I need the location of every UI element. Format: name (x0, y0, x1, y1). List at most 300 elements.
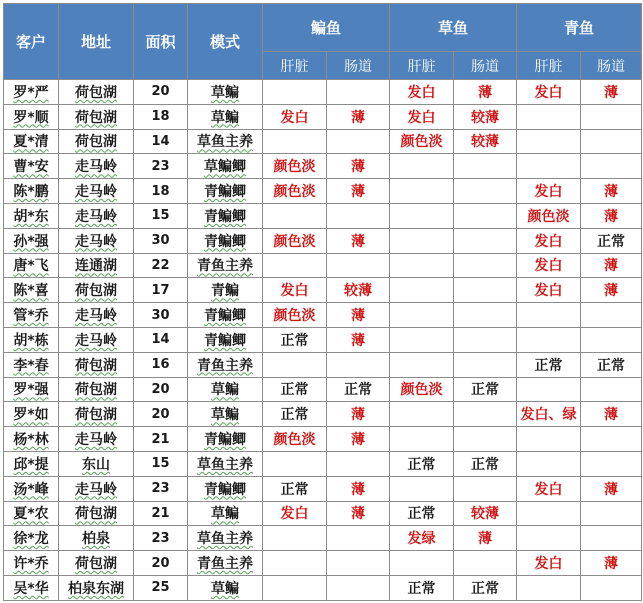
cell-area: 30 (134, 228, 188, 253)
cell-bream-intestine: 薄 (327, 104, 390, 129)
cell-black-intestine: 薄 (581, 402, 642, 427)
cell-grass-intestine: 薄 (454, 526, 517, 551)
cell-grass-intestine (454, 303, 517, 328)
cell-mode-text: 青鳊鲫 (204, 208, 246, 225)
cell-bream-liver: 颜色淡 (263, 154, 327, 179)
cell-grass-intestine (454, 352, 517, 377)
cell-bream-intestine: 正常 (327, 377, 390, 402)
table-row (4, 203, 642, 228)
cell-mode (188, 526, 263, 551)
cell-bream-liver (263, 526, 327, 551)
cell-grass-intestine: 较薄 (454, 129, 517, 154)
cell-black-intestine: 薄 (581, 278, 642, 303)
cell-mode (188, 253, 263, 278)
cell-bream-liver: 正常 (263, 476, 327, 501)
cell-black-liver: 发白 (517, 253, 581, 278)
cell-mode-text: 草鱼主养 (197, 134, 253, 151)
cell-area: 20 (134, 80, 188, 105)
cell-grass-liver: 发白 (390, 80, 454, 105)
cell-bream-liver (263, 129, 327, 154)
cell-customer (4, 377, 59, 402)
table-row (4, 253, 642, 278)
cell-black-liver (517, 501, 581, 526)
cell-area: 17 (134, 278, 188, 303)
cell-customer-text: 唐*飞 (13, 258, 49, 275)
cell-customer (4, 179, 59, 204)
cell-grass-intestine (454, 154, 517, 179)
cell-black-liver: 发白 (517, 476, 581, 501)
cell-grass-liver: 正常 (390, 451, 454, 476)
cell-address (59, 80, 134, 105)
cell-bream-liver (263, 575, 327, 600)
cell-mode-text: 草鱼主养 (197, 456, 253, 473)
cell-grass-intestine (454, 476, 517, 501)
cell-address (59, 451, 134, 476)
cell-black-intestine (581, 154, 642, 179)
cell-address (59, 501, 134, 526)
cell-bream-intestine (327, 129, 390, 154)
cell-grass-intestine: 薄 (454, 80, 517, 105)
cell-grass-liver: 正常 (390, 575, 454, 600)
cell-bream-liver (263, 203, 327, 228)
cell-address-text: 走马岭 (75, 208, 117, 225)
cell-mode (188, 278, 263, 303)
cell-grass-liver (390, 154, 454, 179)
cell-bream-intestine (327, 203, 390, 228)
table-row (4, 129, 642, 154)
table-row (4, 551, 642, 576)
cell-black-intestine (581, 427, 642, 452)
cell-mode-text: 青鱼主养 (197, 556, 253, 573)
cell-address (59, 377, 134, 402)
cell-black-liver: 正常 (517, 352, 581, 377)
cell-bream-intestine: 薄 (327, 427, 390, 452)
cell-customer (4, 253, 59, 278)
table-row (4, 228, 642, 253)
cell-customer-text: 曹*安 (13, 159, 49, 176)
cell-bream-liver (263, 80, 327, 105)
table-row (4, 575, 642, 600)
cell-black-liver (517, 526, 581, 551)
cell-mode (188, 476, 263, 501)
cell-area: 21 (134, 501, 188, 526)
cell-customer (4, 228, 59, 253)
cell-customer (4, 402, 59, 427)
cell-grass-intestine: 较薄 (454, 501, 517, 526)
cell-customer-text: 孙*强 (13, 233, 49, 250)
cell-black-intestine: 正常 (581, 352, 642, 377)
cell-mode-text: 草鳊 (211, 506, 239, 523)
cell-mode (188, 575, 263, 600)
cell-customer-text: 陈*鹏 (13, 184, 49, 201)
cell-address (59, 303, 134, 328)
cell-bream-intestine (327, 80, 390, 105)
cell-black-intestine: 薄 (581, 253, 642, 278)
cell-address-text: 荷包湖 (75, 134, 117, 151)
cell-customer-text: 汤*峰 (13, 481, 49, 498)
cell-address (59, 476, 134, 501)
table-row (4, 526, 642, 551)
cell-customer (4, 551, 59, 576)
cell-grass-intestine (454, 179, 517, 204)
cell-mode-text: 青鳊鲫 (204, 308, 246, 325)
header-address: 地址 (59, 4, 134, 80)
cell-bream-intestine (327, 451, 390, 476)
cell-area: 23 (134, 154, 188, 179)
cell-mode (188, 352, 263, 377)
header-area: 面积 (134, 4, 188, 80)
cell-grass-intestine (454, 228, 517, 253)
cell-black-intestine (581, 526, 642, 551)
cell-customer-text: 罗*强 (13, 382, 49, 399)
cell-bream-intestine: 薄 (327, 154, 390, 179)
cell-grass-liver (390, 203, 454, 228)
cell-bream-liver: 发白 (263, 278, 327, 303)
cell-grass-liver (390, 327, 454, 352)
cell-mode (188, 303, 263, 328)
cell-bream-intestine (327, 526, 390, 551)
cell-grass-intestine: 正常 (454, 377, 517, 402)
cell-black-liver: 发白 (517, 80, 581, 105)
cell-grass-liver: 发白 (390, 104, 454, 129)
cell-address-text: 走马岭 (75, 481, 117, 498)
cell-black-liver (517, 427, 581, 452)
cell-bream-liver: 正常 (263, 377, 327, 402)
cell-grass-liver (390, 228, 454, 253)
cell-bream-liver: 发白 (263, 104, 327, 129)
cell-bream-intestine: 薄 (327, 476, 390, 501)
cell-address (59, 129, 134, 154)
cell-black-liver: 发白 (517, 228, 581, 253)
cell-address (59, 179, 134, 204)
cell-bream-liver: 正常 (263, 402, 327, 427)
header-group-bream: 鳊鱼 (263, 4, 390, 52)
cell-address (59, 526, 134, 551)
cell-black-intestine: 薄 (581, 80, 642, 105)
cell-customer-text: 胡*东 (13, 208, 49, 225)
cell-mode-text: 草鳊 (211, 109, 239, 126)
table-row (4, 377, 642, 402)
cell-area: 21 (134, 427, 188, 452)
cell-customer (4, 278, 59, 303)
cell-address-text: 荷包湖 (75, 407, 117, 424)
header-row-main (4, 4, 642, 52)
header-customer: 客户 (4, 4, 59, 80)
cell-bream-liver (263, 352, 327, 377)
cell-customer-text: 李*春 (13, 357, 49, 374)
cell-black-liver (517, 129, 581, 154)
cell-black-liver (517, 451, 581, 476)
cell-address-text: 荷包湖 (75, 357, 117, 374)
cell-bream-intestine (327, 253, 390, 278)
cell-customer (4, 303, 59, 328)
cell-grass-intestine (454, 278, 517, 303)
cell-grass-liver (390, 303, 454, 328)
cell-bream-liver (263, 451, 327, 476)
cell-bream-intestine: 薄 (327, 179, 390, 204)
cell-bream-intestine: 薄 (327, 501, 390, 526)
cell-black-liver (517, 575, 581, 600)
cell-bream-intestine: 薄 (327, 327, 390, 352)
cell-black-intestine (581, 377, 642, 402)
cell-customer (4, 129, 59, 154)
cell-customer-text: 徐*龙 (13, 531, 49, 548)
header-group-grass-carp: 草鱼 (390, 4, 517, 52)
cell-mode (188, 228, 263, 253)
cell-mode-text: 草鳊 (211, 580, 239, 597)
cell-bream-intestine: 薄 (327, 402, 390, 427)
cell-address-text: 走马岭 (75, 308, 117, 325)
cell-address-text: 荷包湖 (75, 283, 117, 300)
cell-black-intestine: 薄 (581, 551, 642, 576)
cell-bream-liver: 颜色淡 (263, 179, 327, 204)
cell-mode-text: 青鱼主养 (197, 357, 253, 374)
cell-address (59, 228, 134, 253)
cell-grass-liver (390, 402, 454, 427)
table-row (4, 104, 642, 129)
cell-customer-text: 夏*农 (13, 506, 49, 523)
cell-bream-liver: 颜色淡 (263, 427, 327, 452)
cell-black-liver (517, 377, 581, 402)
cell-address (59, 427, 134, 452)
cell-customer-text: 邱*提 (13, 456, 49, 473)
header-sub-liver: 肝脏 (263, 52, 327, 80)
cell-address-text: 荷包湖 (75, 556, 117, 573)
cell-area: 14 (134, 327, 188, 352)
cell-address-text: 走马岭 (75, 432, 117, 449)
cell-customer-text: 夏*清 (13, 134, 49, 151)
cell-mode (188, 377, 263, 402)
cell-customer (4, 501, 59, 526)
cell-area: 20 (134, 377, 188, 402)
cell-address-text: 东山 (82, 456, 110, 473)
cell-address (59, 203, 134, 228)
cell-mode-text: 草鱼主养 (197, 531, 253, 548)
cell-bream-liver: 正常 (263, 327, 327, 352)
cell-mode (188, 327, 263, 352)
cell-mode (188, 501, 263, 526)
cell-address (59, 575, 134, 600)
cell-address (59, 278, 134, 303)
cell-customer-text: 吴*华 (13, 580, 49, 597)
cell-mode-text: 青鱼主养 (197, 258, 253, 275)
cell-grass-intestine (454, 551, 517, 576)
cell-bream-intestine: 薄 (327, 303, 390, 328)
cell-mode-text: 青鳊鲫 (204, 432, 246, 449)
cell-address (59, 551, 134, 576)
cell-mode (188, 80, 263, 105)
table-row (4, 501, 642, 526)
cell-area: 20 (134, 402, 188, 427)
cell-mode-text: 青鳊鲫 (204, 332, 246, 349)
cell-customer-text: 许*乔 (13, 556, 49, 573)
cell-address-text: 走马岭 (75, 159, 117, 176)
cell-mode-text: 青鳊鲫 (204, 184, 246, 201)
cell-customer (4, 104, 59, 129)
cell-black-intestine (581, 104, 642, 129)
cell-grass-liver: 颜色淡 (390, 377, 454, 402)
cell-mode (188, 203, 263, 228)
cell-area: 22 (134, 253, 188, 278)
cell-black-liver (517, 154, 581, 179)
cell-customer (4, 526, 59, 551)
cell-grass-intestine (454, 402, 517, 427)
cell-black-intestine: 薄 (581, 203, 642, 228)
cell-black-intestine (581, 501, 642, 526)
cell-customer-text: 罗*如 (13, 407, 49, 424)
cell-address (59, 327, 134, 352)
cell-address-text: 柏泉 (82, 531, 110, 548)
header-group-black-carp: 青鱼 (517, 4, 642, 52)
header-sub-intestine: 肠道 (581, 52, 642, 80)
cell-customer-text: 罗*严 (13, 84, 49, 101)
cell-mode-text: 草鳊 (211, 84, 239, 101)
table-row (4, 352, 642, 377)
cell-bream-intestine: 薄 (327, 228, 390, 253)
cell-mode-text: 草鳊 (211, 382, 239, 399)
cell-customer-text: 罗*顺 (13, 109, 49, 126)
cell-black-liver: 发白 (517, 551, 581, 576)
cell-area: 30 (134, 303, 188, 328)
cell-black-intestine (581, 451, 642, 476)
table-row (4, 278, 642, 303)
cell-address-text: 走马岭 (75, 184, 117, 201)
cell-area: 23 (134, 526, 188, 551)
cell-black-intestine (581, 327, 642, 352)
cell-customer-text: 胡*栋 (13, 332, 49, 349)
cell-grass-liver (390, 352, 454, 377)
table-row (4, 80, 642, 105)
cell-bream-liver (263, 551, 327, 576)
cell-customer (4, 575, 59, 600)
cell-address (59, 352, 134, 377)
cell-grass-intestine: 较薄 (454, 104, 517, 129)
cell-customer-text: 杨*林 (13, 432, 49, 449)
cell-black-liver (517, 327, 581, 352)
cell-mode-text: 青鳊 (211, 283, 239, 300)
cell-customer (4, 427, 59, 452)
cell-black-liver: 发白、绿 (517, 402, 581, 427)
cell-customer (4, 327, 59, 352)
table-row (4, 451, 642, 476)
cell-mode-text: 青鳊鲫 (204, 233, 246, 250)
cell-address (59, 154, 134, 179)
table-row (4, 327, 642, 352)
cell-grass-intestine (454, 253, 517, 278)
cell-bream-intestine (327, 352, 390, 377)
cell-bream-liver: 颜色淡 (263, 228, 327, 253)
cell-mode-text: 草鳊 (211, 407, 239, 424)
cell-customer-text: 陈*喜 (13, 283, 49, 300)
cell-bream-intestine: 较薄 (327, 278, 390, 303)
header-mode: 模式 (188, 4, 263, 80)
cell-area: 25 (134, 575, 188, 600)
cell-mode (188, 154, 263, 179)
cell-grass-liver (390, 427, 454, 452)
table-row (4, 402, 642, 427)
cell-black-liver: 颜色淡 (517, 203, 581, 228)
cell-grass-liver: 发绿 (390, 526, 454, 551)
cell-grass-liver (390, 253, 454, 278)
header-sub-liver: 肝脏 (517, 52, 581, 80)
cell-address-text: 连通湖 (75, 258, 117, 275)
cell-black-intestine: 薄 (581, 179, 642, 204)
cell-customer (4, 154, 59, 179)
cell-mode (188, 104, 263, 129)
table-row (4, 427, 642, 452)
cell-black-intestine: 正常 (581, 228, 642, 253)
cell-address (59, 104, 134, 129)
cell-area: 16 (134, 352, 188, 377)
cell-mode (188, 451, 263, 476)
cell-grass-intestine: 正常 (454, 575, 517, 600)
table-row (4, 154, 642, 179)
cell-mode-text: 青鳊鲫 (204, 481, 246, 498)
cell-bream-liver: 发白 (263, 501, 327, 526)
cell-area: 15 (134, 203, 188, 228)
cell-grass-liver (390, 278, 454, 303)
cell-mode-text: 草鳊鲫 (204, 159, 246, 176)
cell-mode (188, 129, 263, 154)
cell-grass-liver: 正常 (390, 501, 454, 526)
cell-black-liver: 发白 (517, 179, 581, 204)
cell-address-text: 荷包湖 (75, 506, 117, 523)
cell-grass-liver (390, 551, 454, 576)
header-sub-liver: 肝脏 (390, 52, 454, 80)
cell-mode (188, 551, 263, 576)
table-row (4, 303, 642, 328)
cell-bream-liver: 颜色淡 (263, 303, 327, 328)
header-sub-intestine: 肠道 (327, 52, 390, 80)
cell-grass-intestine (454, 203, 517, 228)
cell-area: 15 (134, 451, 188, 476)
cell-address-text: 荷包湖 (75, 84, 117, 101)
cell-grass-intestine (454, 427, 517, 452)
header-sub-intestine: 肠道 (454, 52, 517, 80)
cell-address-text: 荷包湖 (75, 109, 117, 126)
cell-address (59, 253, 134, 278)
cell-area: 18 (134, 104, 188, 129)
cell-area: 20 (134, 551, 188, 576)
cell-grass-liver: 颜色淡 (390, 129, 454, 154)
cell-black-intestine (581, 575, 642, 600)
cell-customer (4, 352, 59, 377)
cell-grass-intestine (454, 327, 517, 352)
cell-black-intestine (581, 303, 642, 328)
table-row (4, 476, 642, 501)
fish-health-table (3, 3, 642, 601)
cell-black-intestine: 薄 (581, 476, 642, 501)
cell-area: 23 (134, 476, 188, 501)
cell-grass-liver (390, 179, 454, 204)
cell-address-text: 柏泉东湖 (68, 580, 124, 597)
cell-area: 18 (134, 179, 188, 204)
cell-grass-liver (390, 476, 454, 501)
table-body (4, 80, 642, 601)
cell-mode (188, 402, 263, 427)
cell-black-liver (517, 303, 581, 328)
table-row (4, 179, 642, 204)
cell-customer (4, 80, 59, 105)
cell-black-intestine (581, 129, 642, 154)
cell-customer-text: 管*乔 (13, 308, 49, 325)
cell-customer (4, 476, 59, 501)
cell-bream-intestine (327, 575, 390, 600)
cell-mode (188, 427, 263, 452)
cell-black-liver: 发白 (517, 278, 581, 303)
cell-grass-intestine: 正常 (454, 451, 517, 476)
cell-address (59, 402, 134, 427)
